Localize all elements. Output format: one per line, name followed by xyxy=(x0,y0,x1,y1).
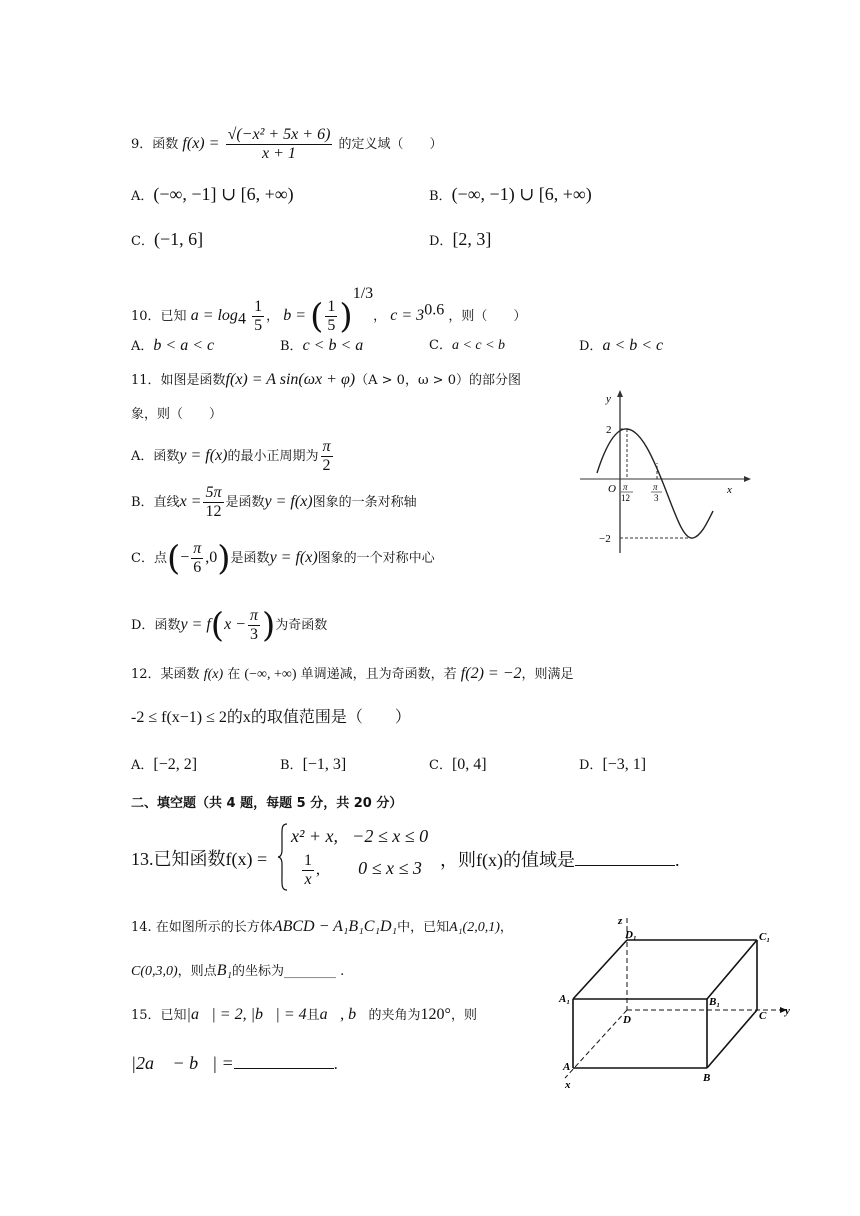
option-value: a < b < c xyxy=(602,337,664,354)
label-c1: C₁ xyxy=(759,931,771,943)
text: ，则点 xyxy=(177,964,217,979)
option-value: (−∞, −1] ∪ [6, +∞) xyxy=(153,184,294,204)
text: 是函数 xyxy=(225,495,265,510)
q11-condition: （A > 0，ω > 0）的部分图 xyxy=(355,373,521,388)
origin-label: O xyxy=(608,483,616,495)
option-label: D． xyxy=(429,234,453,249)
text: 的夹角为 xyxy=(368,1008,421,1023)
text: . xyxy=(333,1056,338,1073)
q10-option-a xyxy=(131,336,214,357)
q11-sine-graph xyxy=(575,388,755,558)
den: 2 xyxy=(322,457,331,474)
label-z: z xyxy=(618,915,623,927)
q9-fraction xyxy=(226,126,333,163)
q12-function: f(x) xyxy=(203,667,224,682)
option-label: B． xyxy=(131,495,154,510)
q10-option-d xyxy=(579,336,663,357)
q12-option-b xyxy=(280,755,346,776)
q11-option-c: C．点(− $\frac{\pi}{6}$ ,0)是函数y = f(x)图象的一个对称中心 xyxy=(131,538,435,579)
q10-tail: ，则（ ） xyxy=(448,309,527,324)
num: π xyxy=(249,607,258,624)
q13-case1-expr: x² + x, xyxy=(291,826,339,846)
t2-den: 3 xyxy=(654,493,659,503)
t1-num: π xyxy=(623,482,628,492)
num: 5π xyxy=(205,484,222,501)
t1-den: 12 xyxy=(621,493,630,503)
q11-option-b xyxy=(131,484,417,521)
q10-a-fraction xyxy=(252,298,264,335)
math: x = xyxy=(179,493,202,510)
q15-stem xyxy=(131,1005,477,1026)
q12-given: f(2) = −2 xyxy=(460,665,522,682)
label-a1: A₁ xyxy=(559,993,571,1005)
q12-inequality: -2 ≤ f(x−1) ≤ 2的x的取值范围是（ ） xyxy=(131,709,411,726)
y-axis-arrow xyxy=(617,390,623,397)
q9-function: f(x) = xyxy=(182,135,220,152)
den: 12 xyxy=(205,503,222,520)
q15-expr: |2a⃗ − b⃗| = xyxy=(131,1053,234,1073)
label-a: A xyxy=(563,1061,571,1073)
math: x − xyxy=(224,616,246,633)
q13-lead: 13.已知函数f(x) = xyxy=(131,849,268,869)
label-x: x xyxy=(565,1079,571,1090)
text: 函数 xyxy=(154,618,181,633)
y-max-label: 2 xyxy=(606,424,612,436)
q10-lead: 10．已知 xyxy=(131,309,187,324)
option-value: [0, 4] xyxy=(451,756,487,773)
math: y = f(x) xyxy=(264,493,313,510)
q10-a-num: 1 xyxy=(254,298,263,315)
q10-b-den: 5 xyxy=(327,317,336,334)
option-value: c < b < a xyxy=(302,337,364,354)
label-b1: B₁ xyxy=(709,996,721,1008)
q15-vectors: a⃗, b⃗ xyxy=(319,1006,369,1023)
q13-brace xyxy=(277,822,289,892)
q12-lead: 12．某函数 xyxy=(131,667,200,682)
option-value: a < c < b xyxy=(451,338,506,353)
q12-option-a xyxy=(131,755,197,776)
option-label: C． xyxy=(429,758,452,773)
edge-a1-d1 xyxy=(573,940,627,999)
q12-option-d xyxy=(579,755,646,776)
option-value: (−∞, −1) ∪ [6, +∞) xyxy=(451,184,592,204)
q15-given: |a⃗| = 2, |b⃗| = 4 xyxy=(186,1006,307,1023)
num: π xyxy=(322,438,331,455)
q10-c-exponent: 0.6 xyxy=(424,301,445,319)
option-label: A． xyxy=(131,758,154,773)
option-value: b < a < c xyxy=(153,337,215,354)
option-value: (−1, 6] xyxy=(153,229,204,249)
q13-case2-cond: 0 ≤ x ≤ 3 xyxy=(358,858,422,878)
q13-answer-blank[interactable] xyxy=(575,849,675,866)
text: 为奇函数 xyxy=(275,618,328,633)
q14-lead: 14. 在如图所示的长方体 xyxy=(131,920,273,935)
q13-tail-text: ，则f(x)的值域是 xyxy=(440,850,575,870)
q14-stem xyxy=(131,917,513,938)
q11-stem-line2 xyxy=(131,405,222,425)
text: ， xyxy=(499,920,513,935)
text: ，则满足 xyxy=(521,667,574,682)
q15-angle: 120° xyxy=(420,1006,451,1023)
option-value: [−1, 3] xyxy=(302,756,347,773)
q10-b-num: 1 xyxy=(327,298,336,315)
q10-c-expr: c = 3 xyxy=(390,307,425,324)
text: 函数 xyxy=(153,449,180,464)
text: 图象的一个对称中心 xyxy=(317,551,435,566)
q10-stem: 10．已知 $a = \log_4$ $\frac{1}{5}$ ， b = ( $\frac{1}{5}$ )$^{1/3}$， $c = 3^{0.6}$ ，则（ ） xyxy=(131,285,527,337)
option-label: D． xyxy=(579,339,603,354)
den: 6 xyxy=(193,559,202,576)
q9-tail: 的定义域（ ） xyxy=(338,137,443,152)
q10-b-expr: b = xyxy=(283,307,307,324)
q13-case1 xyxy=(291,826,428,849)
num: π xyxy=(193,540,202,557)
q15-answer-blank[interactable] xyxy=(234,1052,334,1069)
q10-option-b xyxy=(280,336,363,357)
q13-tail xyxy=(440,849,679,873)
q10-log-base: 4 xyxy=(237,310,246,328)
x-axis-label: x xyxy=(727,484,732,496)
q10-option-c xyxy=(429,336,505,356)
option-label: D． xyxy=(579,758,603,773)
x-axis-arrow xyxy=(744,476,751,482)
text: 图象的一条对称轴 xyxy=(312,495,417,510)
q9-option-c xyxy=(131,229,203,252)
q15-stem-line2 xyxy=(131,1052,338,1076)
text: 的坐标为________ . xyxy=(232,964,345,979)
label-d: D xyxy=(623,1014,631,1026)
q14-c: C(0,3,0) xyxy=(131,964,178,979)
q9-option-d xyxy=(429,229,491,252)
text: 的最小正周期为 xyxy=(227,449,319,464)
text: 是函数 xyxy=(230,551,270,566)
q13-case2: $\frac{1}{x}$ , 0 ≤ x ≤ 3 xyxy=(304,852,422,888)
option-value: [−2, 2] xyxy=(153,756,198,773)
option-label: A． xyxy=(131,339,154,354)
fraction xyxy=(321,438,333,475)
q11-function: f(x) = A sin(ωx + φ) xyxy=(225,371,356,388)
q11-stem xyxy=(131,370,521,391)
q9-option-a xyxy=(131,184,294,207)
q10-a-den: 5 xyxy=(254,317,263,334)
q12-stem-line2 xyxy=(131,708,411,729)
y-axis-label: y xyxy=(606,393,611,405)
option-value: [2, 3] xyxy=(452,229,492,249)
math: y = f(x) xyxy=(179,447,228,464)
q9-lead: 9．函数 xyxy=(131,137,179,152)
text: 且 xyxy=(306,1008,320,1023)
num: 1 xyxy=(304,852,312,869)
option-label: B． xyxy=(280,758,303,773)
math: y = f xyxy=(180,616,211,633)
edge-b1-c1 xyxy=(707,940,757,999)
math: y = f(x) xyxy=(269,549,318,566)
text: 在 xyxy=(227,667,241,682)
option-label: A． xyxy=(131,189,154,204)
label-b: B xyxy=(703,1072,711,1084)
text: 直线 xyxy=(153,495,180,510)
text: ，则 xyxy=(450,1008,477,1023)
q13-stem xyxy=(131,849,267,870)
fraction xyxy=(248,607,260,644)
text: 单调递减，且为奇函数，若 xyxy=(300,667,457,682)
edge-b-c xyxy=(707,1010,757,1068)
q13-case1-cond: −2 ≤ x ≤ 0 xyxy=(352,826,429,846)
q14-a1: A₁(2,0,1) xyxy=(449,920,500,935)
q11-option-d: D．函数y = f(x − $\frac{\pi}{3}$ )为奇函数 xyxy=(131,605,328,646)
den: 3 xyxy=(249,626,258,643)
option-label: D． xyxy=(131,618,155,633)
q10-b-exponent: 1/3 xyxy=(352,285,374,302)
fraction xyxy=(203,484,223,521)
q9-stem xyxy=(131,126,443,163)
label-c: C xyxy=(759,1010,767,1022)
q11-option-a xyxy=(131,438,335,475)
option-label: C． xyxy=(131,551,154,566)
section-heading: 二、填空题（共 4 题，每题 5 分，共 20 分） xyxy=(131,796,403,811)
fraction xyxy=(191,540,203,577)
q13-case2-frac xyxy=(302,852,314,889)
q9-numerator: √(−x² + 5x + 6) xyxy=(227,126,331,143)
q10-a-expr: a = log xyxy=(190,307,238,324)
option-label: A． xyxy=(131,449,154,464)
q14-box: ABCD − A₁B₁C₁D₁ xyxy=(272,918,398,935)
label-d1: D₁ xyxy=(625,929,637,941)
option-value: [−3, 1] xyxy=(602,756,647,773)
q14-b1: B₁ xyxy=(216,962,233,979)
q11-lead2: 象，则（ ） xyxy=(131,407,223,422)
q12-option-c xyxy=(429,755,487,776)
option-label: C． xyxy=(429,338,452,353)
label-y: y xyxy=(785,1005,790,1017)
q9-denominator: x + 1 xyxy=(262,145,296,162)
text: 中，已知 xyxy=(397,920,450,935)
q14-stem-line2 xyxy=(131,961,344,982)
q15-lead: 15．已知 xyxy=(131,1008,187,1023)
q12-interval: (−∞, +∞) xyxy=(244,667,297,682)
q11-lead: 11．如图是函数 xyxy=(131,373,226,388)
y-min-label: −2 xyxy=(599,533,611,545)
text: 点 xyxy=(153,551,167,566)
q14-cuboid-figure xyxy=(555,910,795,1090)
t2-num: π xyxy=(653,482,658,492)
option-label: B． xyxy=(429,189,452,204)
option-label: B． xyxy=(280,339,303,354)
text: . xyxy=(674,850,680,870)
option-label: C． xyxy=(131,234,154,249)
q9-option-b xyxy=(429,184,592,207)
q10-b-fraction xyxy=(325,298,337,335)
q12-stem xyxy=(131,664,574,685)
den: x xyxy=(304,871,312,888)
